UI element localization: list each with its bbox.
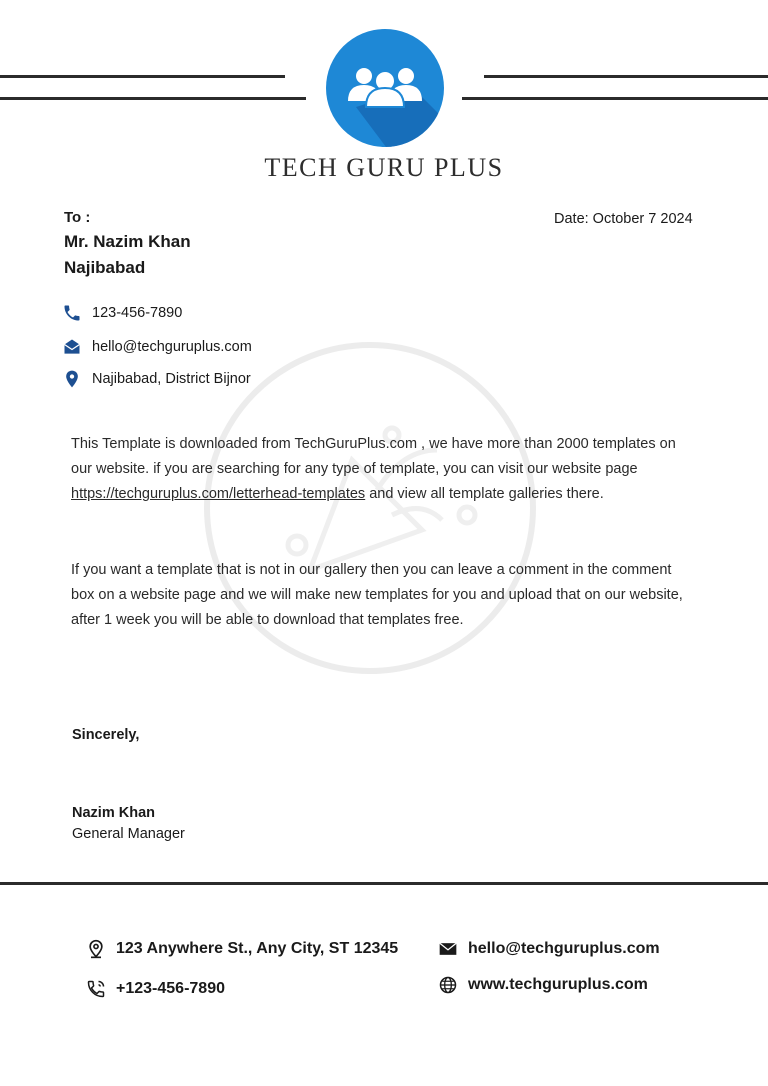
recipient-name: Mr. Nazim Khan xyxy=(64,232,191,251)
company-name: TECH GURU PLUS xyxy=(264,153,504,182)
group-icon xyxy=(326,29,444,147)
footer-address-row xyxy=(86,939,398,959)
footer-email-row xyxy=(438,939,660,959)
letterhead-templates-link[interactable]: https://techguruplus.com/letterhead-templates xyxy=(71,486,366,502)
contact-email-row xyxy=(62,337,252,357)
contact-address-row xyxy=(62,369,251,389)
signer-name: Nazim Khan xyxy=(72,805,155,821)
footer-rule xyxy=(0,882,768,885)
footer-website-row xyxy=(438,975,648,995)
body-paragraph-1-tail: and view all template galleries there. xyxy=(365,486,604,502)
globe-icon xyxy=(438,975,458,995)
map-pin-icon xyxy=(62,369,82,389)
header-rule-left-top xyxy=(0,75,285,78)
mail-icon xyxy=(438,939,458,959)
phone-ringing-icon xyxy=(86,979,106,999)
signer-title: General Manager xyxy=(72,826,185,842)
header-rule-left-bottom xyxy=(0,97,306,100)
contact-phone: 123-456-7890 xyxy=(92,305,183,321)
letter-date: Date: October 7 2024 xyxy=(554,211,693,227)
envelope-icon xyxy=(62,337,82,357)
footer-address: 123 Anywhere St., Any City, ST 12345 xyxy=(116,940,399,957)
header-rule-right-top xyxy=(484,75,768,78)
footer-phone-row xyxy=(86,979,225,999)
recipient-city: Najibabad xyxy=(64,258,146,277)
contact-address: Najibabad, District Bijnor xyxy=(92,371,251,387)
phone-icon xyxy=(62,303,82,323)
company-logo xyxy=(326,29,444,147)
body-paragraph-1 xyxy=(71,432,691,507)
to-label: To : xyxy=(64,209,91,226)
footer-email: hello@techguruplus.com xyxy=(468,940,660,957)
body-paragraph-1-text: This Template is downloaded from TechGuruPlus.com , we have more than 2000 templates on our website. if you are searching for any type of template, you can visit our website page xyxy=(71,436,676,477)
footer-phone: +123-456-7890 xyxy=(116,980,225,997)
header-rule-right-bottom xyxy=(462,97,768,100)
contact-email: hello@techguruplus.com xyxy=(92,339,252,355)
body-paragraph-2: If you want a template that is not in our gallery then you can leave a comment in the comment box on a website page and we will make new templates for you and upload that on our website, after 1 week you will be able to download that templates free. xyxy=(71,562,683,628)
footer-website: www.techguruplus.com xyxy=(468,976,648,993)
signoff: Sincerely, xyxy=(72,727,140,743)
contact-phone-row xyxy=(62,303,182,323)
location-pin-icon xyxy=(86,939,106,959)
